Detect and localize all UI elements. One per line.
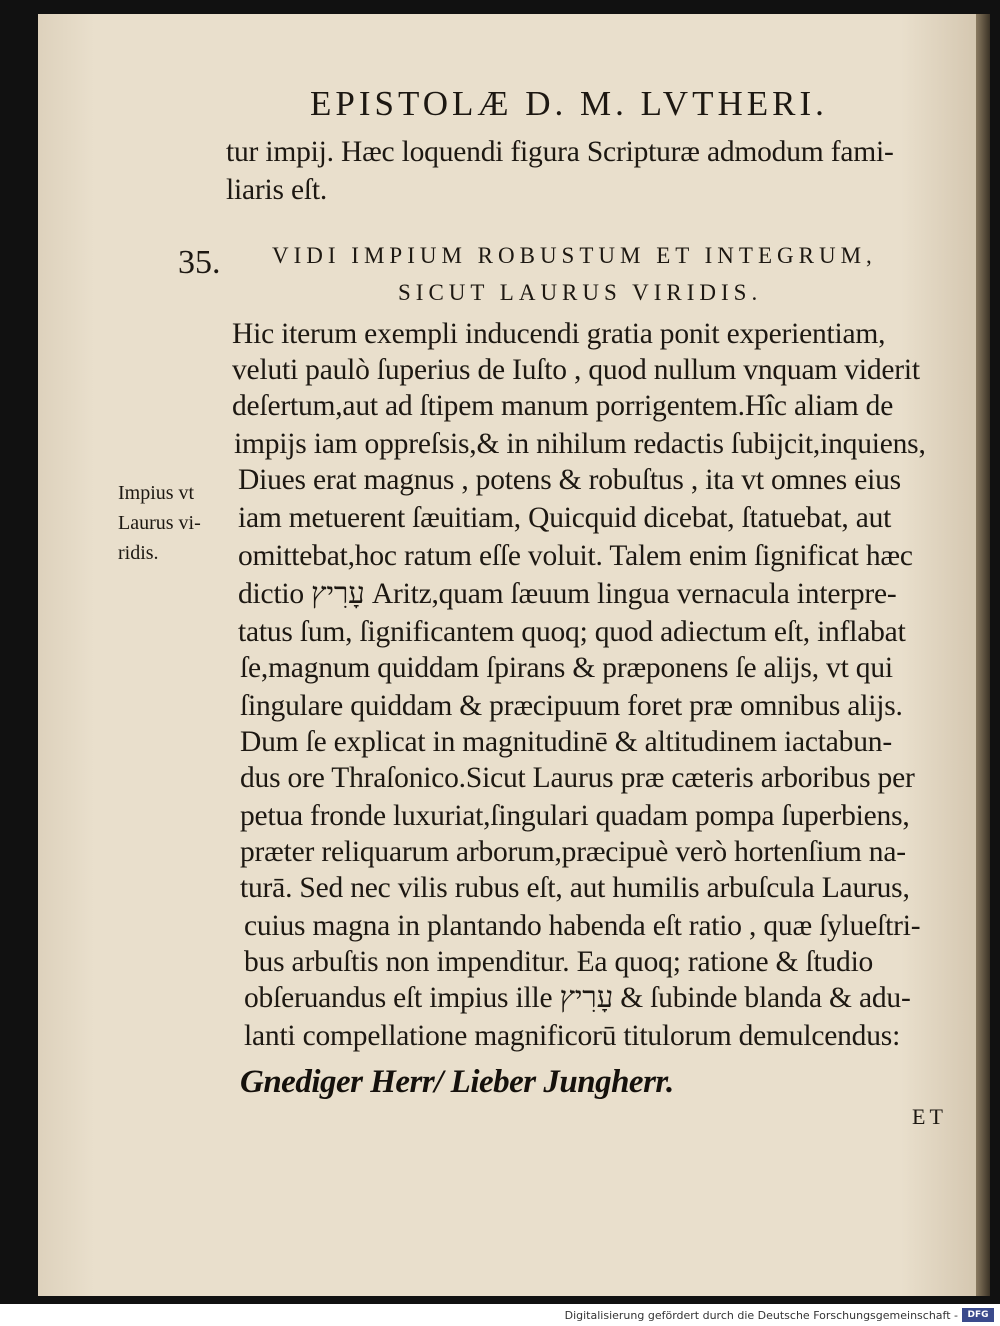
body-line: ſingulare quiddam & præcipuum foret præ omnibus alijs. [240,690,903,722]
body-line: bus arbuſtis non impenditur. Ea quoq; ratione & ſtudio [244,946,874,978]
body-line: deſertum,aut ad ſtipem manum porrigentem.Hîc aliam de [232,390,894,422]
margin-note-line: Laurus vi- [118,512,201,534]
intro-line: liaris eſt. [226,174,328,206]
margin-note-line: ridis. [118,542,159,564]
section-heading-line: VIDI IMPIUM ROBUSTUM ET INTEGRUM, [272,243,877,268]
body-line: dus ore Thraſonico.Sicut Laurus præ cæteris arboribus per [240,762,915,794]
body-line: turā. Sed nec vilis rubus eſt, aut humilis arbuſcula Laurus, [240,872,910,904]
blackletter-line: Gnediger Herr/ Lieber Jungherr. [240,1064,674,1100]
body-line: iam metuerent ſæuitiam, Quicquid dicebat, ſtatuebat, aut [238,502,892,534]
section-heading-line: SICUT LAURUS VIRIDIS. [398,280,763,305]
body-line: omittebat,hoc ratum eſſe voluit. Talem enim ſignificat hæc [238,540,913,572]
running-head: EPISTOLÆ D. M. LVTHERI. [310,84,828,123]
section-number: 35. [178,244,221,281]
margin-note-line: Impius vt [118,482,195,504]
body-line: veluti paulò ſuperius de Iuſto , quod nullum vnquam viderit [232,354,920,386]
footer-credit: Digitalisierung gefördert durch die Deutsche Forschungsgemeinschaft - [564,1309,958,1322]
body-line: Hic iterum exempli inducendi gratia ponit experientiam, [232,318,886,350]
body-line: dictio עָרִיץ Aritz,quam ſæuum lingua vernacula interpre- [238,578,897,610]
page-edge [976,14,990,1296]
dfg-logo-icon: DFG [962,1308,994,1322]
body-line: ſe,magnum quiddam ſpirans & præponens ſe alijs, vt qui [240,652,893,684]
body-line: præter reliquarum arborum,præcipuè verò hortenſium na- [240,836,906,868]
body-line: lanti compellatione magnificorū titulorum demulcendus: [244,1020,901,1052]
body-line: petua fronde luxuriat,ſingulari quadam pompa ſuperbiens, [240,800,910,832]
body-line: cuius magna in plantando habenda eſt ratio , quæ ſylueſtri- [244,910,921,942]
body-line: tatus ſum, ſignificantem quoq; quod adiectum eſt, inflabat [238,616,906,648]
body-line: obſeruandus eſt impius ille עָרִיץ & ſubinde blanda & adu- [244,982,911,1014]
body-line: Diues erat magnus , potens & robuſtus , ita vt omnes eius [238,464,901,496]
body-line: Dum ſe explicat in magnitudinē & altitudinem iactabun- [240,726,892,758]
body-line: impijs iam oppreſsis,& in nihilum redactis ſubijcit,inquiens, [234,428,926,460]
intro-line: tur impij. Hæc loquendi figura Scripturæ admodum fami- [226,136,894,168]
margin-note [118,478,238,568]
catchword: ET [912,1104,947,1129]
